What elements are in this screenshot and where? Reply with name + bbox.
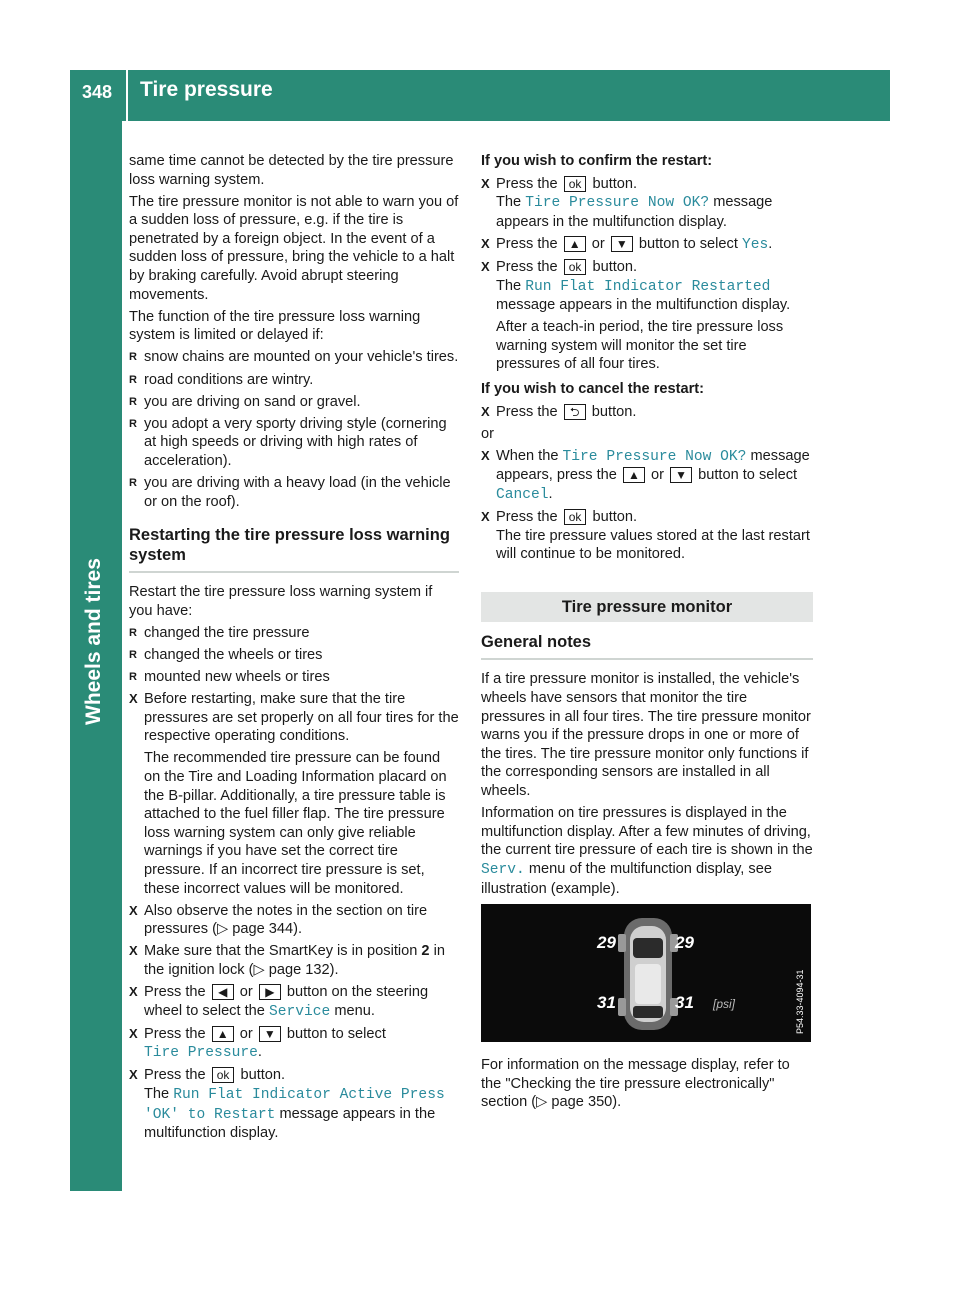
paragraph: Information on tire pressures is displayed in the multifunction display. After a few minutes of driving, the current tire pressure of each tire is shown in the Serv. menu of the multifunction display, see illustration (example). xyxy=(481,805,813,897)
paragraph: The tire pressure monitor is not able to warn you of a sudden loss of pressure, e.g. if the tire is penetrated by a foreign object. In the event of a sudden loss of pressure, bring the vehicle to a halt by braking carefully. Avoid abrupt steering movements. xyxy=(129,193,459,303)
display-text: Tire Pressure Now OK? xyxy=(525,195,710,212)
instruction-step: X Press the ▲ or ▼ button to select Yes. xyxy=(481,235,813,255)
display-text: Service xyxy=(268,1003,331,1020)
list-item: R changed the wheels or tires xyxy=(129,646,459,665)
step-detail: The recommended tire pressure can be found on the Tire and Loading Information placard on the B-pillar. Additionally, a tire pressure table is attached to the fuel filler flap. The tire pressure loss warning system can only give reliable warnings if you have set the correct tire pressure. If an incorrect tire pressure is set, these incorrect values will be monitored. xyxy=(144,750,447,897)
instruction-step: X Before restarting, make sure that the tire pressures are set properly on all four tires for the respective operating conditions. The recommended tire pressure can be found on the Tire and Loading Information placard on the B-pillar. Additionally, a tire pressure table is attached to the fuel filler flap. The tire pressure loss warning system can only give reliable warnings if you have set the correct tire pressure. If an incorrect tire pressure is set, these incorrect values will be monitored. xyxy=(129,690,459,898)
instruction-step: X Press the ⮌ button. xyxy=(481,403,813,422)
rear-right-pressure: 31 xyxy=(675,993,694,1013)
subheading: If you wish to confirm the restart: xyxy=(481,153,713,169)
list-item: R snow chains are mounted on your vehicle's tires. xyxy=(129,348,459,367)
ok-key-icon: ok xyxy=(564,176,587,192)
figure-code: P54.33-4094-31 xyxy=(795,969,805,1035)
list-item: R you are driving on sand or gravel. xyxy=(129,393,459,412)
pressure-unit: [psi] xyxy=(713,997,736,1012)
instruction-step: X Press the ok button. The tire pressure values stored at the last restart will continue to be monitored. xyxy=(481,508,813,564)
up-key-icon: ▲ xyxy=(212,1026,234,1042)
list-item: R road conditions are wintry. xyxy=(129,371,459,390)
page-header xyxy=(70,70,890,121)
front-right-pressure: 29 xyxy=(675,933,694,953)
section-banner: Tire pressure monitor xyxy=(481,592,813,623)
instruction-step: X Press the ok button. The Run Flat Indicator Restarted message appears in the multifunction display. After a teach-in period, the tire pressure loss warning system will monitor the set tire pressures of all four tires. xyxy=(481,258,813,374)
instruction-step: X Make sure that the SmartKey is in position 2 in the ignition lock (▷ page 132). xyxy=(129,942,459,979)
instruction-step: X Press the ok button. The Run Flat Indicator Active Press 'OK' to Restart message appears in the multifunction display. xyxy=(129,1066,459,1142)
step-detail: The tire pressure values stored at the last restart will continue to be monitored. xyxy=(496,527,810,563)
ok-key-icon: ok xyxy=(212,1067,235,1083)
paragraph: Restart the tire pressure loss warning system if you have: xyxy=(129,584,433,619)
paragraph: or xyxy=(481,425,494,442)
instruction-step: X When the Tire Pressure Now OK? message appears, press the ▲ or ▼ button to select Cancel. xyxy=(481,447,813,505)
subheading: If you wish to cancel the restart: xyxy=(481,381,705,398)
front-left-pressure: 29 xyxy=(597,933,616,953)
display-text: Tire Pressure xyxy=(144,1045,258,1062)
right-arrow-key-icon: ▶ xyxy=(259,984,281,1000)
right-column xyxy=(481,152,813,1115)
back-key-icon: ⮌ xyxy=(564,404,586,420)
list-item: R changed the tire pressure xyxy=(129,624,459,643)
display-text: 'OK' to Restart xyxy=(144,1106,276,1123)
list-item: R you adopt a very sporty driving style (cornering at high speeds or driving with high rates of acceleration). xyxy=(129,415,459,471)
page-number: 348 xyxy=(82,82,113,102)
display-text: Cancel xyxy=(496,487,549,503)
step-detail: After a teach-in period, the tire pressure loss warning system will monitor the set tire pressures of all four tires. xyxy=(496,319,784,373)
header-divider xyxy=(126,70,128,121)
display-text: Yes xyxy=(741,236,769,253)
left-column xyxy=(129,152,459,1146)
chapter-sidebar xyxy=(70,121,122,1191)
instruction-step: X Press the ◀ or ▶ button on the steering wheel to select the Service menu. xyxy=(129,983,459,1021)
left-arrow-key-icon: ◀ xyxy=(212,984,234,1000)
section-heading: General notes xyxy=(481,632,813,660)
down-key-icon: ▼ xyxy=(670,467,692,483)
display-text: Serv. xyxy=(481,861,525,878)
instruction-step: X Press the ▲ or ▼ button to select Tire Pressure. xyxy=(129,1025,459,1063)
display-text: Tire Pressure Now OK? xyxy=(562,448,747,465)
up-key-icon: ▲ xyxy=(564,236,586,252)
paragraph: The function of the tire pressure loss warning system is limited or delayed if: xyxy=(129,308,421,344)
tire-pressure-display-illustration xyxy=(481,904,811,1042)
instruction-step: X Press the ok button. The Tire Pressure Now OK? message appears in the multifunction display. xyxy=(481,175,813,232)
car-top-view-icon xyxy=(618,918,678,1030)
paragraph: If a tire pressure monitor is installed, the vehicle's wheels have sensors that monitor the tire pressures in all four tires. The tire pressure monitor warns you if the pressure drops in one or more of the tires. The tire pressure monitor only functions if the corresponding sensors are installed in all wheels. xyxy=(481,671,811,800)
ok-key-icon: ok xyxy=(564,509,587,525)
ok-key-icon: ok xyxy=(564,259,587,275)
paragraph: same time cannot be detected by the tire pressure loss warning system. xyxy=(129,153,454,188)
instruction-step: X Also observe the notes in the section on tire pressures (▷ page 344). xyxy=(129,902,459,939)
chapter-label: Wheels and tires xyxy=(82,558,105,725)
list-item: R you are driving with a heavy load (in the vehicle or on the roof). xyxy=(129,474,459,511)
page-title: Tire pressure xyxy=(140,78,273,101)
down-key-icon: ▼ xyxy=(611,236,633,252)
down-key-icon: ▼ xyxy=(259,1026,281,1042)
display-text: Run Flat Indicator Active Press xyxy=(173,1087,445,1104)
paragraph: For information on the message display, refer to the "Checking the tire pressure electronically" section (▷ page 350). xyxy=(481,1057,790,1111)
section-heading: Restarting the tire pressure loss warning system xyxy=(129,525,459,573)
list-item: R mounted new wheels or tires xyxy=(129,668,459,687)
rear-left-pressure: 31 xyxy=(597,993,616,1013)
up-key-icon: ▲ xyxy=(623,467,645,483)
display-text: Run Flat Indicator Restarted xyxy=(525,278,771,295)
